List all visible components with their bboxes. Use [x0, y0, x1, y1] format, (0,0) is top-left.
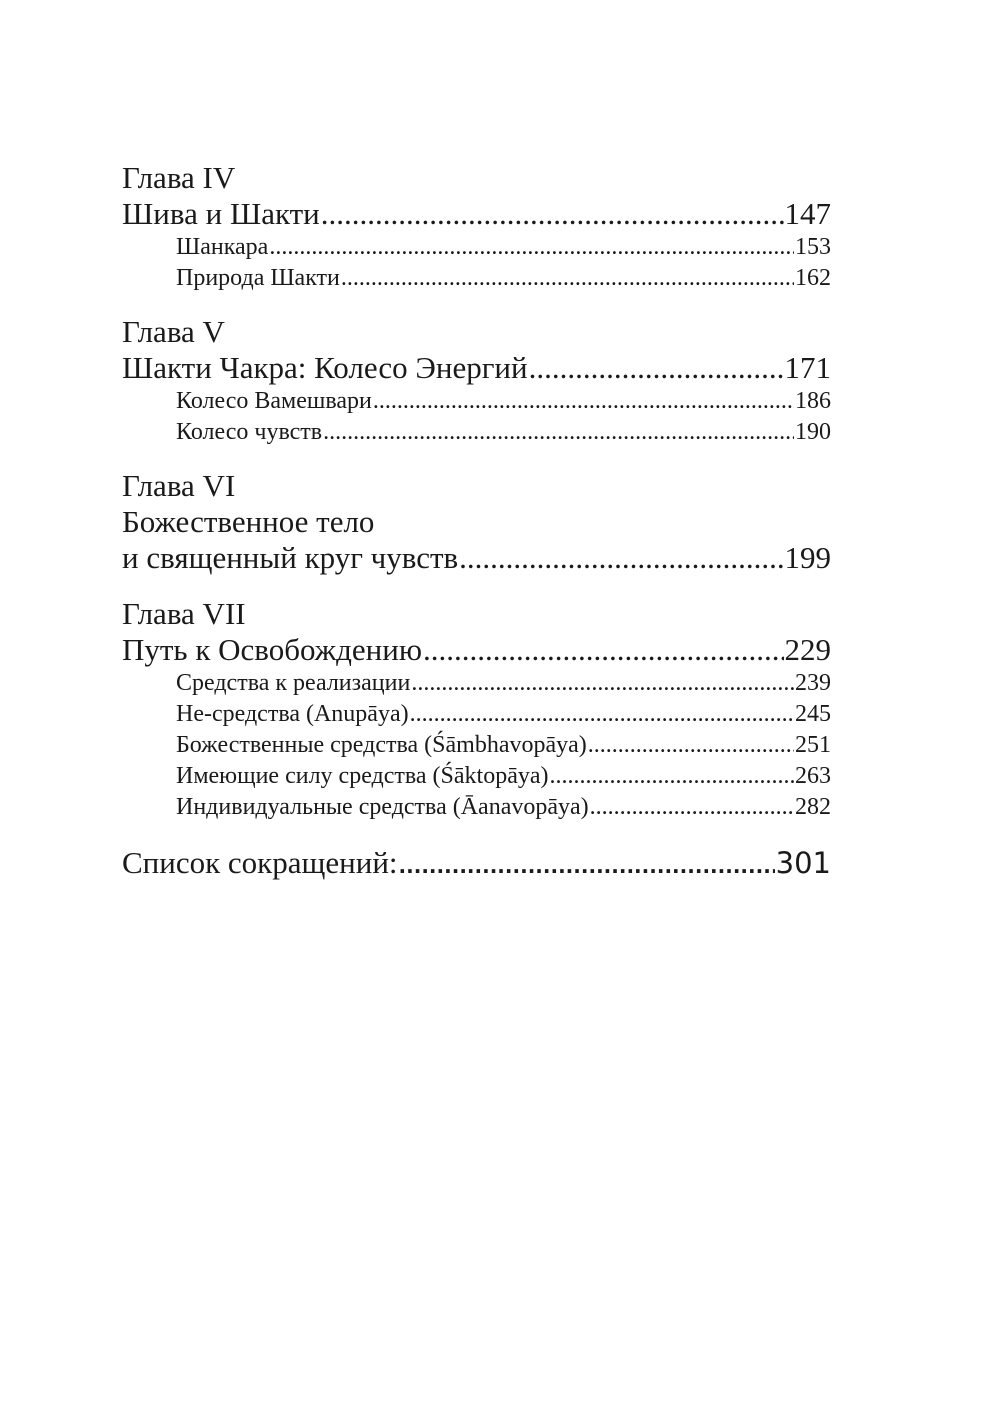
chapter-label: Глава V — [122, 314, 225, 349]
chapter-5 — [122, 314, 831, 448]
entry-title: Индивидуальные средства (Āanavopāya) — [176, 794, 589, 820]
toc-entry-main[interactable] — [122, 632, 831, 668]
page-number: 153 — [795, 234, 831, 260]
dot-leader — [529, 350, 784, 386]
chapter-6 — [122, 468, 831, 576]
entry-title-line-2: и священный круг чувств — [122, 540, 459, 575]
page-number: 282 — [795, 794, 831, 820]
dot-leader — [323, 417, 794, 448]
toc-entry-main[interactable] — [122, 350, 831, 386]
dot-leader — [590, 792, 794, 823]
page-number: 239 — [795, 670, 831, 696]
dot-leader — [373, 386, 794, 417]
dot-leader — [410, 699, 794, 730]
chapter-label: Глава VII — [122, 596, 246, 631]
entry-title: Шанкара — [176, 234, 269, 260]
dot-leader — [341, 263, 794, 294]
toc-entry-sub[interactable] — [122, 761, 831, 792]
entry-title: Имеющие силу средства (Śāktopāya) — [176, 763, 549, 789]
toc-entry-abbreviations[interactable] — [122, 845, 831, 881]
entry-title: Путь к Освобождению — [122, 632, 422, 667]
toc-entry-main[interactable] — [122, 540, 831, 576]
entry-title: Не-средства (Anupāya) — [176, 701, 409, 727]
toc-entry-sub[interactable] — [122, 386, 831, 417]
entry-title: Средства к реализации — [176, 670, 411, 696]
page-number: 301 — [775, 846, 831, 880]
page-number: 147 — [784, 196, 831, 231]
entry-title: Божественные средства (Śāmbhavopāya) — [176, 732, 587, 758]
entry-title: Шакти Чакра: Колесо Энергий — [122, 350, 528, 385]
table-of-contents — [122, 160, 831, 881]
toc-entry-sub[interactable] — [122, 699, 831, 730]
chapter-7 — [122, 596, 831, 823]
dot-leader — [423, 632, 784, 668]
dot-leader — [411, 668, 794, 699]
dot-leader — [399, 848, 775, 884]
page-number: 199 — [784, 540, 831, 575]
page-number: 245 — [795, 701, 831, 727]
chapter-label: Глава IV — [122, 160, 236, 195]
toc-entry-sub[interactable] — [122, 417, 831, 448]
toc-entry-sub[interactable] — [122, 263, 831, 294]
toc-entry-sub[interactable] — [122, 232, 831, 263]
dot-leader — [321, 196, 784, 232]
page-number: 263 — [795, 763, 831, 789]
page-number: 190 — [795, 419, 831, 445]
page-number: 229 — [784, 632, 831, 667]
entry-title: Шива и Шакти — [122, 196, 320, 231]
chapter-4 — [122, 160, 831, 294]
toc-entry-sub[interactable] — [122, 668, 831, 699]
page-number: 186 — [795, 388, 831, 414]
page-number: 171 — [784, 350, 831, 385]
entry-title: Колесо Вамешвари — [176, 388, 372, 414]
page-number: 251 — [795, 732, 831, 758]
toc-entry-sub[interactable] — [122, 792, 831, 823]
dot-leader — [459, 540, 783, 576]
dot-leader — [269, 232, 794, 263]
toc-entry-sub[interactable] — [122, 730, 831, 761]
page-number: 162 — [795, 265, 831, 291]
entry-title: Колесо чувств — [176, 419, 323, 445]
entry-title: Список сокращений: — [122, 845, 398, 880]
entry-title: Природа Шакти — [176, 265, 340, 291]
dot-leader — [588, 730, 794, 761]
dot-leader — [550, 761, 794, 792]
chapter-label: Глава VI — [122, 468, 236, 503]
entry-title-line-1[interactable]: Божественное тело — [122, 504, 375, 539]
toc-entry-main[interactable] — [122, 196, 831, 232]
